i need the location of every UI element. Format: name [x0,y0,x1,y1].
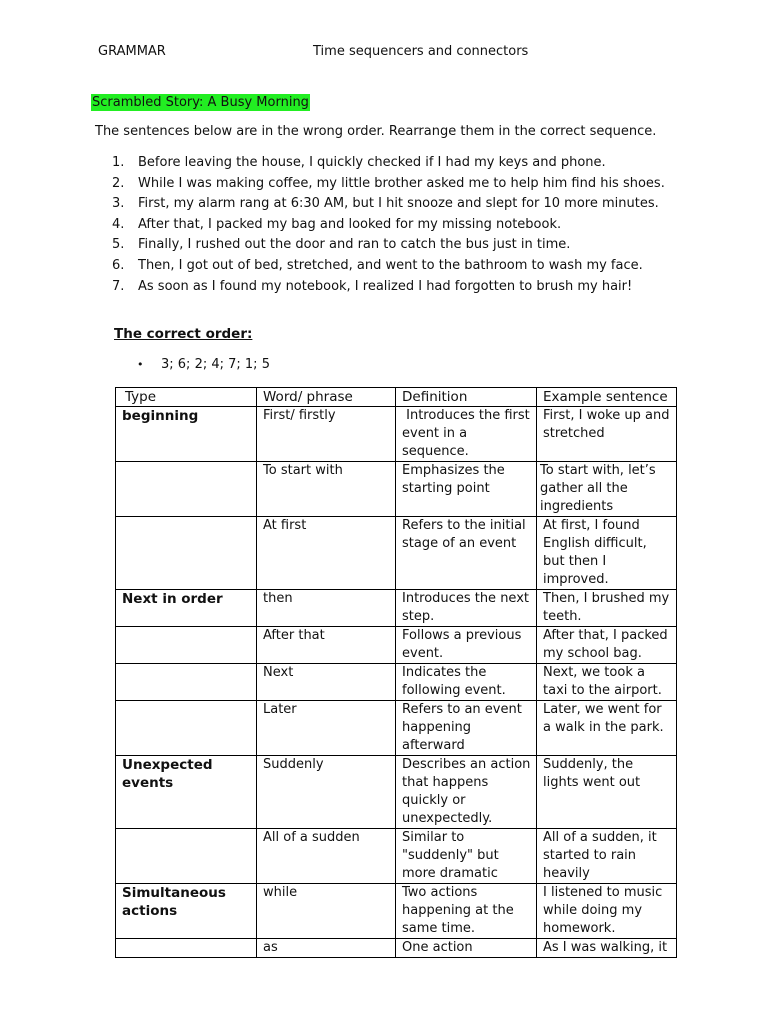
cell-definition: Similar to "suddenly" but more dramatic [396,829,537,884]
cell-type [116,939,257,958]
table-row [116,590,677,627]
cell-word: At first [257,517,396,590]
correct-order-heading: The correct order: [114,326,253,342]
cell-definition: Indicates the following event. [396,664,537,701]
cell-definition: Two actions happening at the same time. [396,884,537,939]
cell-example: First, I woke up and stretched [537,407,677,462]
cell-type [116,701,257,756]
sentence-text: Before leaving the house, I quickly checked if I had my keys and phone. [138,155,606,170]
cell-word: To start with [257,462,396,517]
list-item [112,216,712,237]
cell-type [116,462,257,517]
list-item [112,195,712,216]
list-item [137,357,270,372]
header-subject: GRAMMAR [98,44,166,59]
cell-definition: One action [396,939,537,958]
list-number: 3. [112,196,125,212]
sentence-list [112,154,712,298]
cell-type: Simultaneous actions [116,884,257,939]
cell-example: Suddenly, the lights went out [537,756,677,829]
list-number: 5. [112,237,125,253]
connectors-table [115,387,677,958]
cell-type: beginning [116,407,257,462]
instructions-text: The sentences below are in the wrong order. Rearrange them in the correct sequence. [95,124,657,139]
cell-word: First/ firstly [257,407,396,462]
cell-word: then [257,590,396,627]
table-row [116,517,677,590]
list-number: 6. [112,257,125,273]
cell-example: As I was walking, it [537,939,677,958]
table-row [116,664,677,701]
cell-example: Then, I brushed my teeth. [537,590,677,627]
table-row [116,701,677,756]
cell-word: Next [257,664,396,701]
table-row [116,756,677,829]
list-number: 4. [112,216,125,232]
sentence-text: While I was making coffee, my little brother asked me to help him find his shoes. [138,175,665,191]
table-row [116,627,677,664]
cell-type: Unexpected events [116,756,257,829]
cell-example: After that, I packed my school bag. [537,627,677,664]
column-header-word: Word/ phrase [257,388,396,407]
table-row [116,407,677,462]
cell-word: Suddenly [257,756,396,829]
cell-definition: Introduces the next step. [396,590,537,627]
table-row [116,462,677,517]
table-row [116,939,677,958]
cell-type [116,829,257,884]
page-header [0,44,768,62]
sentence-text: Finally, I rushed out the door and ran to catch the bus just in time. [138,237,571,253]
cell-example: Next, we took a taxi to the airport. [537,664,677,701]
sentence-text: After that, I packed my bag and looked for my missing notebook. [138,216,562,232]
cell-example: All of a sudden, it started to rain heavily [537,829,677,884]
column-header-type: Type [116,388,257,407]
list-item [112,154,712,175]
table-row [116,829,677,884]
cell-example: I listened to music while doing my homework. [537,884,677,939]
cell-type [116,517,257,590]
list-item [112,278,712,299]
cell-definition: Emphasizes the starting point [396,462,537,517]
story-title: Scrambled Story: A Busy Morning [92,95,309,110]
cell-definition: Refers to the initial stage of an event [396,517,537,590]
list-item [112,175,712,196]
sentence-text: First, my alarm rang at 6:30 AM, but I hit snooze and slept for 10 more minutes. [138,196,659,212]
header-topic: Time sequencers and connectors [313,44,529,59]
list-number: 1. [112,155,125,170]
table-row [116,884,677,939]
cell-definition: Introduces the first event in a sequence. [396,407,537,462]
cell-word: After that [257,627,396,664]
cell-definition: Describes an action that happens quickly or unexpectedly. [396,756,537,829]
table-header-row [116,388,677,407]
sentence-text: Then, I got out of bed, stretched, and went to the bathroom to wash my face. [138,257,643,273]
cell-example: To start with, let’s gather all the ingredients [537,462,677,517]
cell-example: Later, we went for a walk in the park. [537,701,677,756]
list-item [112,236,712,257]
cell-word: as [257,939,396,958]
list-number: 7. [112,278,125,294]
column-header-example: Example sentence [537,388,677,407]
cell-example: At first, I found English difficult, but then I improved. [537,517,677,590]
column-header-definition: Definition [396,388,537,407]
list-number: 2. [112,175,125,191]
cell-definition: Follows a previous event. [396,627,537,664]
answer-sequence: 3; 6; 2; 4; 7; 1; 5 [161,357,270,372]
cell-type [116,627,257,664]
cell-word: Later [257,701,396,756]
cell-type [116,664,257,701]
bullet-icon: • [137,358,144,371]
list-item [112,257,712,278]
cell-definition: Refers to an event happening afterward [396,701,537,756]
sentence-text: As soon as I found my notebook, I realized I had forgotten to brush my hair! [138,278,633,294]
answer-list [137,357,270,372]
cell-type: Next in order [116,590,257,627]
cell-word: while [257,884,396,939]
cell-word: All of a sudden [257,829,396,884]
